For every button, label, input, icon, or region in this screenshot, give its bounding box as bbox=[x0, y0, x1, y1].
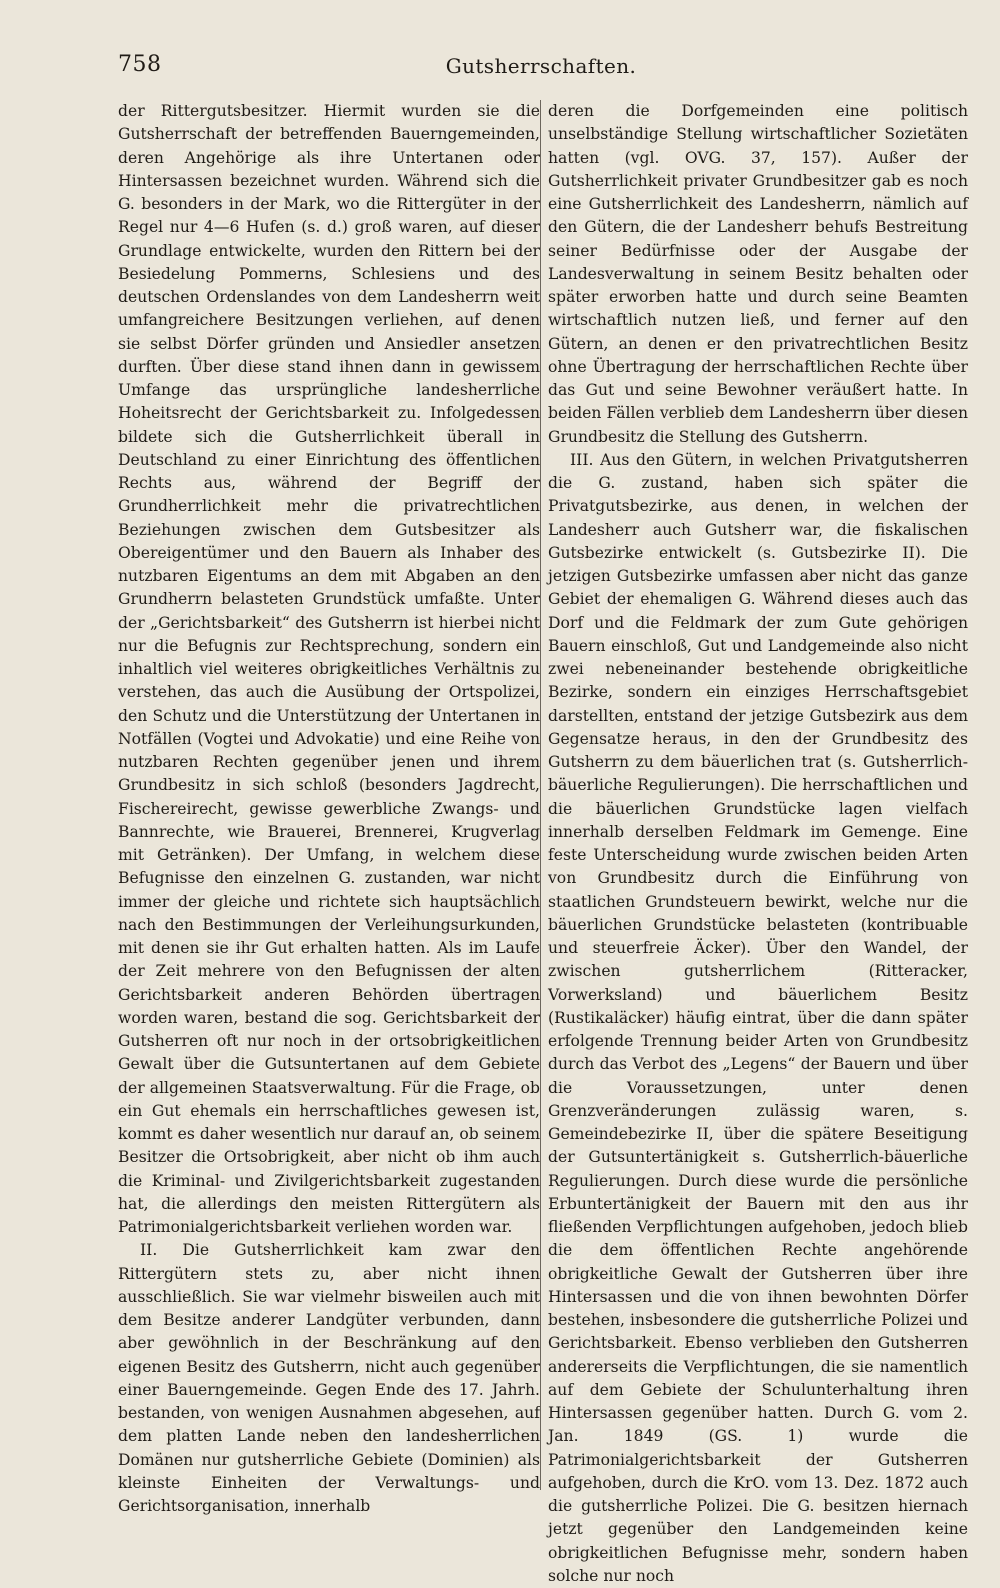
paragraph: III. Aus den Gütern, in welchen Privatgutsherren die G. zustand, haben sich später die Privatgutsbezirke, aus denen, in welchen der Landesherr auch Gutsherr war, die fiskalischen Gutsbezirke entwickelt (s. Gutsbezirke II). Die jetzigen Gutsbezirke umfassen aber nicht das ganze Gebiet der ehemaligen G. Während dieses auch das Dorf und die Feldmark der zum Gute gehörigen Bauern einschloß, Gut und Landgemeinde also nicht zwei nebeneinander bestehende obrigkeitliche Bezirke, sondern ein einziges Herrschaftsgebiet darstellten, entstand der jetzige Gutsbezirk aus dem Gegensatze heraus, in den der Grundbesitz des Gutsherrn zu dem bäuerlichen trat (s. Gutsherrlich-bäuerliche Regulierungen). Die herrschaftlichen und die bäuerlichen Grundstücke lagen vielfach innerhalb derselben Feldmark im Gemenge. Eine feste Unterscheidung wurde zwischen beiden Arten von Grundbesitz durch die Einführung von staatlichen Grundsteuern bewirkt, welche nur die bäuerlichen Grundstücke belasteten (kontribuable und steuerfreie Äcker). Über den Wandel, der zwischen gutsherrlichem (Ritteracker, Vorwerksland) und bäuerlichem Besitz (Rustikaläcker) häufig eintrat, über die dann später erfolgende Trennung beider Arten von Grundbesitz durch das Verbot des „Legens“ der Bauern und über die Voraussetzungen, unter denen Grenzveränderungen zulässig waren, s. Gemeindebezirke II, über die spätere Beseitigung der Gutsuntertänigkeit s. Gutsherrlich-bäuerliche Regulierungen. Durch diese wurde die persönliche Erbuntertänigkeit der Bauern mit den aus ihr fließenden Verpflichtungen aufgehoben, jedoch blieb die dem öffentlichen Rechte angehörende obrigkeitliche Gewalt der Gutsherren über ihre Hintersassen und die von ihnen bewohnten Dörfer bestehen, insbesondere die gutsherrliche Polizei und Gerichtsbarkeit. Ebenso verblieben den Gutsherren andererseits die Verpflichtungen, die sie namentlich auf dem Gebiete der Schulunterhaltung ihren Hintersassen gegenüber hatten. Durch G. vom 2. Jan. 1849 (GS. 1) wurde die Patrimonialgerichtsbarkeit der Gutsherren aufgehoben, durch die KrO. vom 13. Dez. 1872 auch die gutsherrliche Polizei. Die G. besitzen hiernach jetzt gegenüber den Landgemeinden keine obrigkeitlichen Befugnisse mehr, sondern haben solche nur noch bbox=[548, 450, 968, 1585]
paragraph: II. Die Gutsherrlichkeit kam zwar den Rittergütern stets zu, aber nicht ihnen ausschließlich. Sie war vielmehr bisweilen auch mit dem Besitze anderer Landgüter verbunden, dann aber gewöhnlich in der Beschränkung auf den eigenen Besitz des Gutsherrn, nicht auch gegenüber einer Bauerngemeinde. Gegen Ende des 17. Jahrh. bestanden, von wenigen Ausnahmen abgesehen, auf dem platten Lande neben den landesherrlichen Domänen nur gutsherrliche Gebiete (Dominien) als kleinste Einheiten der Verwaltungs- und Gerichtsorganisation, innerhalb bbox=[118, 1241, 540, 1515]
page-header bbox=[118, 52, 964, 86]
left-column bbox=[118, 100, 540, 1518]
page-number: 758 bbox=[118, 52, 162, 77]
right-column bbox=[548, 100, 968, 1588]
running-title: Gutsherrschaften. bbox=[445, 54, 637, 78]
paragraph: deren die Dorfgemeinden eine politisch unselbständige Stellung wirtschaftlicher Sozietäten hatten (vgl. OVG. 37, 157). Außer der Gutsherrlichkeit privater Grundbesitzer gab es noch eine Gutsherrlichkeit des Landesherrn, nämlich auf den Gütern, die der Landesherr behufs Bestreitung seiner Bedürfnisse oder der Ausgabe der Landesverwaltung in seinem Besitz behalten oder später erworben hatte und durch seine Beamten wirtschaftlich nutzen ließ, und ferner auf den Gütern, an denen er den privatrechtlichen Besitz ohne Übertragung der herrschaftlichen Rechte über das Gut und seine Bewohner veräußert hatte. In beiden Fällen verblieb dem Landesherrn über diesen Grundbesitz die Stellung des Gutsherrn. bbox=[548, 102, 968, 446]
column-divider bbox=[540, 100, 541, 1490]
paragraph: der Rittergutsbesitzer. Hiermit wurden sie die Gutsherrschaft der betreffenden Bauerngemeinden, deren Angehörige als ihre Untertanen oder Hintersassen bezeichnet wurden. Während sich die G. besonders in der Mark, wo die Rittergüter in der Regel nur 4—6 Hufen (s. d.) groß waren, auf dieser Grundlage entwickelte, wurden den Rittern bei der Besiedelung Pommerns, Schlesiens und des deutschen Ordenslandes von dem Landesherrn weit umfangreichere Besitzungen verliehen, auf denen sie selbst Dörfer gründen und Ansiedler ansetzen durften. Über diese stand ihnen dann in gewissem Umfange das ursprüngliche landesherrliche Hoheitsrecht der Gerichtsbarkeit zu. Infolgedessen bildete sich die Gutsherrlichkeit überall in Deutschland zu einer Einrichtung des öffentlichen Rechts aus, während der Begriff der Grundherrlichkeit mehr die privatrechtlichen Beziehungen zwischen dem Gutsbesitzer als Obereigentümer und den Bauern als Inhaber des nutzbaren Eigentums an dem mit Abgaben an den Grundherrn belasteten Grundstück umfaßte. Unter der „Gerichtsbarkeit“ des Gutsherrn ist hierbei nicht nur die Befugnis zur Rechtsprechung, sondern ein inhaltlich viel weiteres obrigkeitliches Verhältnis zu verstehen, das auch die Ausübung der Ortspolizei, den Schutz und die Unterstützung der Untertanen in Notfällen (Vogtei und Advokatie) und eine Reihe von nutzbaren Rechten gegenüber jenen und ihrem Grundbesitz in sich schloß (besonders Jagdrecht, Fischereirecht, gewisse gewerbliche Zwangs- und Bannrechte, wie Brauerei, Brennerei, Krugverlag mit Getränken). Der Umfang, in welchem diese Befugnisse den einzelnen G. zustanden, war nicht immer der gleiche und richtete sich hauptsächlich nach den Bestimmungen der Verleihungsurkunden, mit denen sie ihr Gut erhalten hatten. Als im Laufe der Zeit mehrere von den Befugnissen der alten Gerichtsbarkeit anderen Behörden übertragen worden waren, bestand die sog. Gerichtsbarkeit der Gutsherren oft nur noch in der ortsobrigkeitlichen Gewalt über die Gutsuntertanen auf dem Gebiete der allgemeinen Staatsverwaltung. Für die Frage, ob ein Gut ehemals ein herrschaftliches gewesen ist, kommt es daher wesentlich nur darauf an, ob seinem Besitzer die Ortsobrigkeit, aber nicht ob ihm auch die Kriminal- und Zivilgerichtsbarkeit zugestanden hat, die allerdings den meisten Rittergütern als Patrimonialgerichtsbarkeit verliehen worden war. bbox=[118, 102, 540, 1236]
